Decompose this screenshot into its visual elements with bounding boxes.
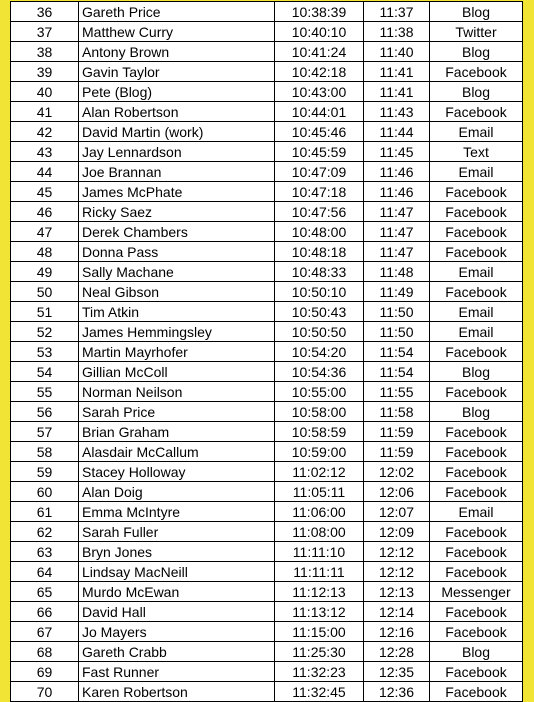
runner-name-cell: Karen Robertson (79, 682, 275, 702)
source-cell: Text (430, 142, 523, 162)
pace-cell: 11:59 (364, 422, 430, 442)
position-cell: 37 (11, 22, 79, 42)
source-cell: Facebook (430, 482, 523, 502)
finish-time-cell: 10:50:43 (275, 302, 364, 322)
table-row (11, 102, 523, 122)
position-cell: 69 (11, 662, 79, 682)
finish-time-cell: 11:11:10 (275, 542, 364, 562)
source-cell: Email (430, 262, 523, 282)
table-row (11, 442, 523, 462)
pace-cell: 12:07 (364, 502, 430, 522)
source-cell: Facebook (430, 102, 523, 122)
table-row (11, 142, 523, 162)
source-cell: Messenger (430, 582, 523, 602)
table-row (11, 562, 523, 582)
finish-time-cell: 11:02:12 (275, 462, 364, 482)
position-cell: 54 (11, 362, 79, 382)
table-row (11, 622, 523, 642)
position-cell: 38 (11, 42, 79, 62)
position-cell: 59 (11, 462, 79, 482)
finish-time-cell: 11:12:13 (275, 582, 364, 602)
source-cell: Facebook (430, 342, 523, 362)
position-cell: 55 (11, 382, 79, 402)
table-row (11, 182, 523, 202)
runner-name-cell: James Hemmingsley (79, 322, 275, 342)
finish-time-cell: 10:58:00 (275, 402, 364, 422)
table-row (11, 242, 523, 262)
pace-cell: 12:28 (364, 642, 430, 662)
runner-name-cell: Tim Atkin (79, 302, 275, 322)
runner-name-cell: Joe Brannan (79, 162, 275, 182)
position-cell: 44 (11, 162, 79, 182)
source-cell: Facebook (430, 422, 523, 442)
position-cell: 53 (11, 342, 79, 362)
finish-time-cell: 10:48:18 (275, 242, 364, 262)
table-row (11, 502, 523, 522)
pace-cell: 12:35 (364, 662, 430, 682)
runner-name-cell: Stacey Holloway (79, 462, 275, 482)
pace-cell: 11:40 (364, 42, 430, 62)
runner-name-cell: Alan Doig (79, 482, 275, 502)
runner-name-cell: Brian Graham (79, 422, 275, 442)
position-cell: 47 (11, 222, 79, 242)
source-cell: Blog (430, 362, 523, 382)
position-cell: 48 (11, 242, 79, 262)
table-row (11, 122, 523, 142)
runner-name-cell: Sarah Fuller (79, 522, 275, 542)
table-row (11, 662, 523, 682)
runner-name-cell: Bryn Jones (79, 542, 275, 562)
runner-name-cell: Pete (Blog) (79, 82, 275, 102)
pace-cell: 11:48 (364, 262, 430, 282)
position-cell: 64 (11, 562, 79, 582)
pace-cell: 11:50 (364, 302, 430, 322)
pace-cell: 12:16 (364, 622, 430, 642)
finish-time-cell: 10:47:09 (275, 162, 364, 182)
position-cell: 56 (11, 402, 79, 422)
finish-time-cell: 11:05:11 (275, 482, 364, 502)
source-cell: Blog (430, 2, 523, 22)
finish-time-cell: 10:45:46 (275, 122, 364, 142)
table-row (11, 642, 523, 662)
position-cell: 46 (11, 202, 79, 222)
pace-cell: 11:45 (364, 142, 430, 162)
pace-cell: 11:59 (364, 442, 430, 462)
runner-name-cell: Gareth Crabb (79, 642, 275, 662)
finish-time-cell: 11:32:23 (275, 662, 364, 682)
source-cell: Facebook (430, 62, 523, 82)
runner-name-cell: David Hall (79, 602, 275, 622)
position-cell: 58 (11, 442, 79, 462)
source-cell: Blog (430, 642, 523, 662)
table-row (11, 322, 523, 342)
position-cell: 67 (11, 622, 79, 642)
pace-cell: 12:14 (364, 602, 430, 622)
runner-name-cell: Gareth Price (79, 2, 275, 22)
table-row (11, 42, 523, 62)
position-cell: 65 (11, 582, 79, 602)
source-cell: Facebook (430, 202, 523, 222)
source-cell: Email (430, 162, 523, 182)
pace-cell: 11:47 (364, 222, 430, 242)
position-cell: 51 (11, 302, 79, 322)
position-cell: 66 (11, 602, 79, 622)
finish-time-cell: 10:50:10 (275, 282, 364, 302)
source-cell: Twitter (430, 22, 523, 42)
runner-name-cell: Emma McIntyre (79, 502, 275, 522)
pace-cell: 11:46 (364, 162, 430, 182)
table-row (11, 362, 523, 382)
runner-name-cell: Donna Pass (79, 242, 275, 262)
runner-name-cell: James McPhate (79, 182, 275, 202)
table-row (11, 282, 523, 302)
pace-cell: 11:54 (364, 342, 430, 362)
finish-time-cell: 10:59:00 (275, 442, 364, 462)
finish-time-cell: 10:50:50 (275, 322, 364, 342)
position-cell: 63 (11, 542, 79, 562)
finish-time-cell: 10:38:39 (275, 2, 364, 22)
pace-cell: 12:13 (364, 582, 430, 602)
runner-name-cell: Fast Runner (79, 662, 275, 682)
finish-time-cell: 10:44:01 (275, 102, 364, 122)
position-cell: 62 (11, 522, 79, 542)
finish-time-cell: 11:32:45 (275, 682, 364, 702)
source-cell: Blog (430, 82, 523, 102)
pace-cell: 11:50 (364, 322, 430, 342)
pace-cell: 11:58 (364, 402, 430, 422)
table-row (11, 222, 523, 242)
position-cell: 52 (11, 322, 79, 342)
runner-name-cell: Murdo McEwan (79, 582, 275, 602)
position-cell: 40 (11, 82, 79, 102)
finish-time-cell: 11:13:12 (275, 602, 364, 622)
source-cell: Facebook (430, 542, 523, 562)
finish-time-cell: 10:58:59 (275, 422, 364, 442)
runner-name-cell: David Martin (work) (79, 122, 275, 142)
source-cell: Blog (430, 42, 523, 62)
position-cell: 49 (11, 262, 79, 282)
position-cell: 41 (11, 102, 79, 122)
finish-time-cell: 11:11:11 (275, 562, 364, 582)
pace-cell: 12:12 (364, 562, 430, 582)
finish-time-cell: 10:48:00 (275, 222, 364, 242)
runner-name-cell: Sarah Price (79, 402, 275, 422)
pace-cell: 11:44 (364, 122, 430, 142)
source-cell: Email (430, 302, 523, 322)
runner-name-cell: Antony Brown (79, 42, 275, 62)
runner-name-cell: Sally Machane (79, 262, 275, 282)
table-row (11, 202, 523, 222)
source-cell: Facebook (430, 382, 523, 402)
position-cell: 68 (11, 642, 79, 662)
pace-cell: 11:38 (364, 22, 430, 42)
source-cell: Facebook (430, 222, 523, 242)
source-cell: Facebook (430, 622, 523, 642)
table-row (11, 482, 523, 502)
runner-name-cell: Derek Chambers (79, 222, 275, 242)
source-cell: Facebook (430, 602, 523, 622)
table-row (11, 682, 523, 702)
source-cell: Facebook (430, 282, 523, 302)
finish-time-cell: 10:43:00 (275, 82, 364, 102)
runner-name-cell: Matthew Curry (79, 22, 275, 42)
position-cell: 42 (11, 122, 79, 142)
table-row (11, 462, 523, 482)
pace-cell: 11:47 (364, 242, 430, 262)
pace-cell: 11:47 (364, 202, 430, 222)
table-row (11, 342, 523, 362)
runner-name-cell: Jo Mayers (79, 622, 275, 642)
finish-time-cell: 10:55:00 (275, 382, 364, 402)
pace-cell: 11:46 (364, 182, 430, 202)
table-row (11, 62, 523, 82)
pace-cell: 12:09 (364, 522, 430, 542)
finish-time-cell: 10:45:59 (275, 142, 364, 162)
source-cell: Facebook (430, 562, 523, 582)
position-cell: 43 (11, 142, 79, 162)
finish-time-cell: 10:40:10 (275, 22, 364, 42)
source-cell: Facebook (430, 462, 523, 482)
results-sheet (10, 1, 522, 701)
finish-time-cell: 10:54:36 (275, 362, 364, 382)
table-row (11, 382, 523, 402)
source-cell: Facebook (430, 522, 523, 542)
position-cell: 61 (11, 502, 79, 522)
table-row (11, 22, 523, 42)
source-cell: Facebook (430, 182, 523, 202)
results-table-body (11, 2, 523, 702)
position-cell: 70 (11, 682, 79, 702)
source-cell: Facebook (430, 682, 523, 702)
position-cell: 39 (11, 62, 79, 82)
table-row (11, 162, 523, 182)
runner-name-cell: Ricky Saez (79, 202, 275, 222)
pace-cell: 12:12 (364, 542, 430, 562)
finish-time-cell: 10:47:56 (275, 202, 364, 222)
pace-cell: 11:41 (364, 62, 430, 82)
table-row (11, 82, 523, 102)
runner-name-cell: Lindsay MacNeill (79, 562, 275, 582)
runner-name-cell: Alan Robertson (79, 102, 275, 122)
finish-time-cell: 10:48:33 (275, 262, 364, 282)
pace-cell: 11:37 (364, 2, 430, 22)
source-cell: Email (430, 122, 523, 142)
finish-time-cell: 10:42:18 (275, 62, 364, 82)
source-cell: Blog (430, 402, 523, 422)
pace-cell: 12:02 (364, 462, 430, 482)
runner-name-cell: Norman Neilson (79, 382, 275, 402)
table-row (11, 522, 523, 542)
pace-cell: 11:41 (364, 82, 430, 102)
position-cell: 50 (11, 282, 79, 302)
runner-name-cell: Gavin Taylor (79, 62, 275, 82)
finish-time-cell: 11:25:30 (275, 642, 364, 662)
source-cell: Facebook (430, 662, 523, 682)
table-row (11, 302, 523, 322)
pace-cell: 11:49 (364, 282, 430, 302)
table-row (11, 402, 523, 422)
table-row (11, 262, 523, 282)
source-cell: Facebook (430, 442, 523, 462)
finish-time-cell: 10:47:18 (275, 182, 364, 202)
position-cell: 60 (11, 482, 79, 502)
table-row (11, 542, 523, 562)
finish-time-cell: 11:08:00 (275, 522, 364, 542)
finish-time-cell: 11:15:00 (275, 622, 364, 642)
runner-name-cell: Gillian McColl (79, 362, 275, 382)
finish-time-cell: 11:06:00 (275, 502, 364, 522)
source-cell: Facebook (430, 242, 523, 262)
results-table (10, 1, 523, 702)
position-cell: 57 (11, 422, 79, 442)
table-row (11, 582, 523, 602)
position-cell: 36 (11, 2, 79, 22)
runner-name-cell: Martin Mayrhofer (79, 342, 275, 362)
table-row (11, 422, 523, 442)
table-row (11, 602, 523, 622)
table-row (11, 2, 523, 22)
source-cell: Email (430, 502, 523, 522)
finish-time-cell: 10:41:24 (275, 42, 364, 62)
position-cell: 45 (11, 182, 79, 202)
finish-time-cell: 10:54:20 (275, 342, 364, 362)
pace-cell: 11:43 (364, 102, 430, 122)
runner-name-cell: Neal Gibson (79, 282, 275, 302)
pace-cell: 12:36 (364, 682, 430, 702)
source-cell: Email (430, 322, 523, 342)
pace-cell: 11:54 (364, 362, 430, 382)
runner-name-cell: Jay Lennardson (79, 142, 275, 162)
runner-name-cell: Alasdair McCallum (79, 442, 275, 462)
pace-cell: 12:06 (364, 482, 430, 502)
pace-cell: 11:55 (364, 382, 430, 402)
